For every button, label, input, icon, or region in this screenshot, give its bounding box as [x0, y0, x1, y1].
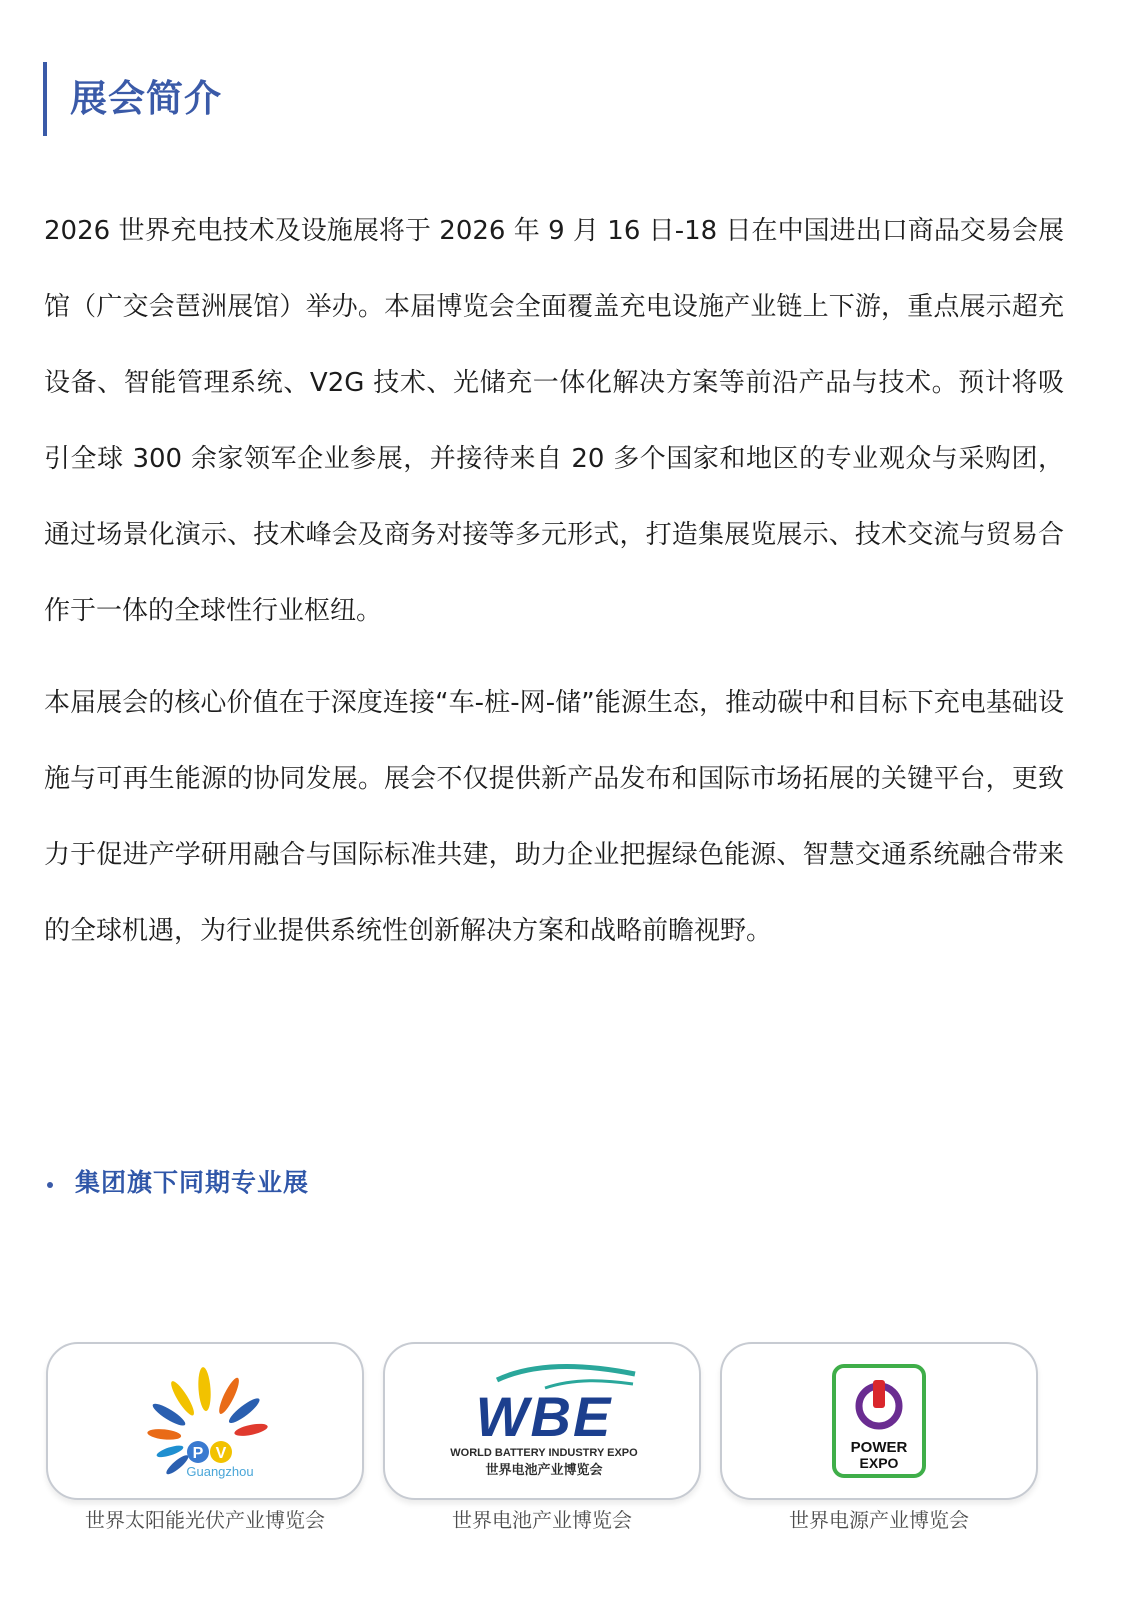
page-title: 展会简介	[70, 77, 222, 120]
expo-card-label-wbe: 世界电池产业博览会	[452, 1508, 632, 1532]
intro-paragraph-2: 本届展会的核心价值在于深度连接“车-桩-网-储”能源生态，推动碳中和目标下充电基础设施与可再生能源的协同发展。展会不仅提供新产品发布和国际市场拓展的关键平台，更致力于促进产学研用融合与国际标准共建，助力企业把握绿色能源、智慧交通系统融合带来的全球机遇，为行业提供系统性创新解决方案和战略前瞻视野。	[44, 688, 1064, 946]
expo-card-pv[interactable]	[46, 1342, 364, 1500]
wbe-english-name: WORLD BATTERY INDUSTRY EXPO	[450, 1447, 638, 1459]
expo-card-wbe[interactable]	[383, 1342, 701, 1500]
power-expo-logo-icon	[722, 1344, 1038, 1500]
intro-paragraph-1: 2026 世界充电技术及设施展将于 2026 年 9 月 16 日-18 日在中国进出口商品交易会展馆（广交会琶洲展馆）举办。本届博览会全面覆盖充电设施产业链上下游，重点展示超充设备、智能管理系统、V2G 技术、光储充一体化解决方案等前沿产品与技术。预计将吸引全球 300 余家领军企业参展，并接待来自 20 多个国家和地区的专业观众与采购团，通过场景化演示、技术峰会及商务对接等多元形式，打造集展览展示、技术交流与贸易合作于一体的全球性行业枢纽。	[44, 216, 1064, 626]
wbe-mark: WBE	[475, 1385, 613, 1448]
expo-word: EXPO	[859, 1455, 899, 1471]
pv-city-name: Guangzhou	[186, 1464, 254, 1479]
bullet-dot-icon	[47, 1182, 53, 1188]
pv-guangzhou-logo-icon	[48, 1344, 364, 1500]
pv-letter-v: V	[215, 1445, 227, 1462]
wbe-logo-icon	[385, 1344, 701, 1500]
section-subtitle: 集团旗下同期专业展	[75, 1168, 310, 1197]
expo-card-label-power: 世界电源产业博览会	[789, 1508, 969, 1532]
title-accent-bar	[43, 62, 47, 136]
wbe-chinese-name: 世界电池产业博览会	[485, 1463, 603, 1478]
pv-letter-p: P	[192, 1445, 204, 1462]
expo-card-power[interactable]	[720, 1342, 1038, 1500]
power-word: POWER	[850, 1439, 908, 1456]
expo-card-label-pv: 世界太阳能光伏产业博览会	[85, 1508, 325, 1532]
